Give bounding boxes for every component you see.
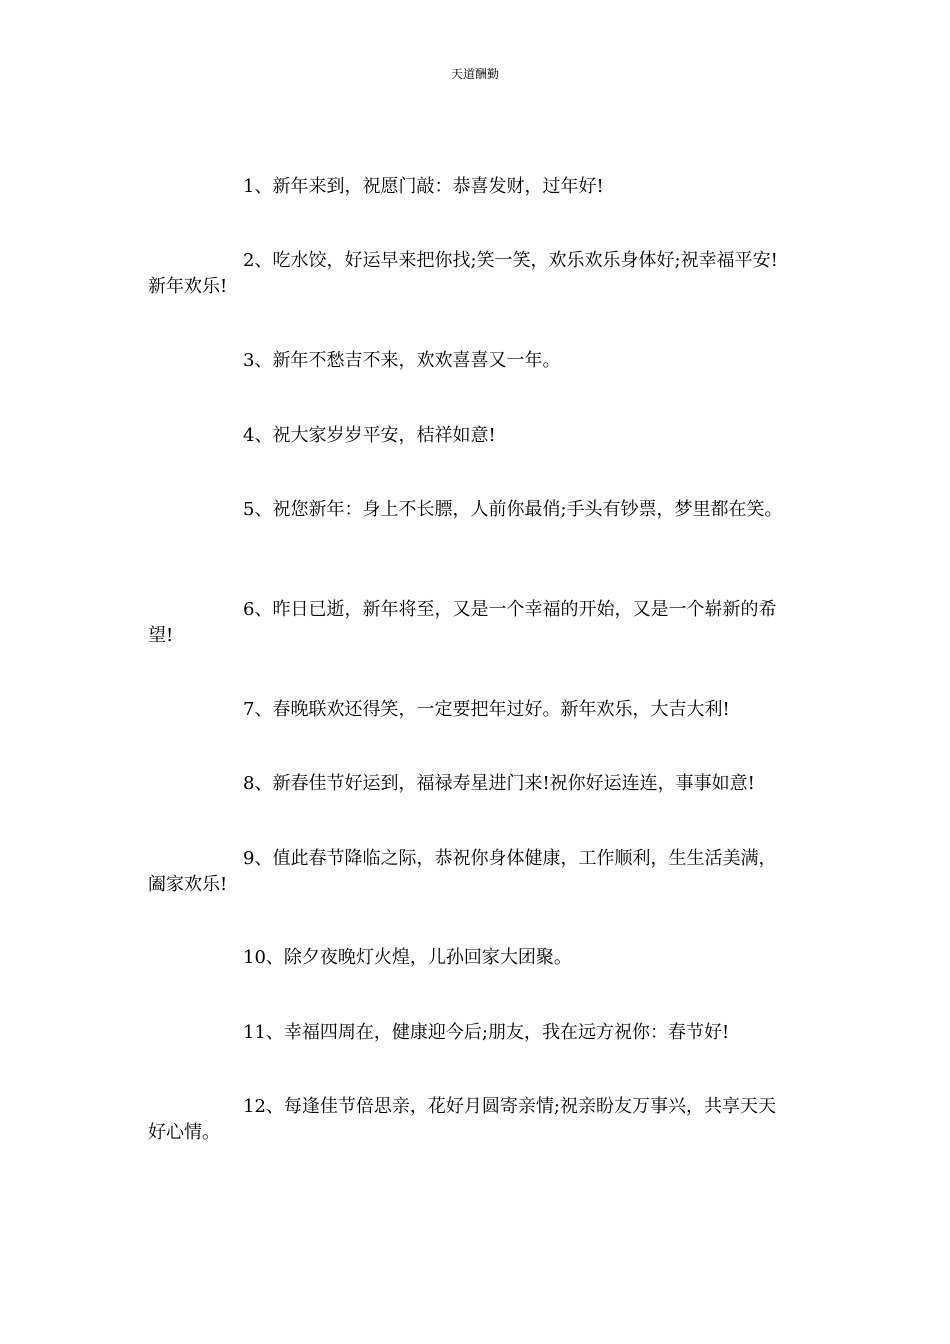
wish-paragraph-12: 12、每逢佳节倍思亲，花好月圆寄亲情;祝亲盼友万事兴，共享天天好心情。 bbox=[148, 1096, 776, 1143]
wish-paragraph-8: 8、新春佳节好运到，福禄寿星进门来!祝你好运连连，事事如意! bbox=[243, 773, 755, 794]
wish-paragraph-4: 4、祝大家岁岁平安，桔祥如意! bbox=[243, 425, 496, 446]
wish-paragraph-1: 1、新年来到，祝愿门敲：恭喜发财，过年好! bbox=[243, 176, 604, 197]
wish-paragraph-5: 5、祝您新年：身上不长膘，人前你最俏;手头有钞票，梦里都在笑。 bbox=[243, 499, 783, 520]
wish-paragraph-3: 3、新年不愁吉不来，欢欢喜喜又一年。 bbox=[243, 350, 561, 371]
wish-paragraph-10: 10、除夕夜晚灯火煌，儿孙回家大团聚。 bbox=[243, 947, 572, 968]
page-header: 天道酬勤 bbox=[450, 67, 499, 81]
wish-paragraph-6: 6、昨日已逝，新年将至，又是一个幸福的开始，又是一个崭新的希望! bbox=[148, 599, 777, 646]
wish-paragraph-7: 7、春晚联欢还得笑，一定要把年过好。新年欢乐，大吉大利! bbox=[243, 699, 730, 720]
wish-paragraph-2: 2、吃水饺，好运早来把你找;笑一笑，欢乐欢乐身体好;祝幸福平安!新年欢乐! bbox=[148, 250, 778, 297]
wish-paragraph-9: 9、值此春节降临之际，恭祝你身体健康，工作顺利，生生活美满，阖家欢乐! bbox=[148, 848, 777, 895]
wish-paragraph-11: 11、幸福四周在，健康迎今后;朋友，我在远方祝你：春节好! bbox=[243, 1022, 730, 1043]
